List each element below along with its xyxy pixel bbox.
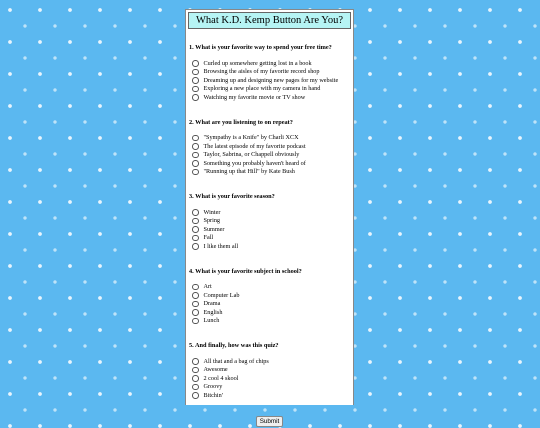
- radio-button[interactable]: [192, 392, 199, 399]
- option-label: Spring: [203, 217, 221, 225]
- radio-button[interactable]: [192, 384, 199, 391]
- radio-button[interactable]: [192, 375, 199, 382]
- option-label: The latest episode of my favorite podcast: [203, 142, 306, 150]
- option-label: Awesome: [203, 366, 228, 374]
- radio-button[interactable]: [192, 243, 199, 250]
- radio-button[interactable]: [192, 94, 199, 101]
- quiz-title: What K.D. Kemp Button Are You?: [188, 12, 351, 29]
- option-label: All that and a bag of chips: [203, 357, 269, 365]
- radio-button[interactable]: [192, 169, 199, 176]
- option[interactable]: [192, 168, 350, 177]
- option-label: Summer: [203, 225, 225, 233]
- question-1: [189, 44, 350, 102]
- option-label: Taylor, Sabrina, or Chappell obviously: [203, 151, 300, 159]
- submit-area: [189, 410, 350, 428]
- option[interactable]: [192, 308, 350, 317]
- option[interactable]: [192, 374, 350, 383]
- option[interactable]: [192, 208, 350, 217]
- radio-button[interactable]: [192, 358, 199, 365]
- option[interactable]: [192, 134, 350, 143]
- option[interactable]: [192, 317, 350, 326]
- option[interactable]: [192, 68, 350, 77]
- option-label: Groovy: [203, 383, 223, 391]
- option[interactable]: [192, 242, 350, 251]
- option[interactable]: [192, 93, 350, 102]
- option[interactable]: [192, 283, 350, 292]
- question-5: [189, 342, 350, 400]
- option-label: Lunch: [203, 317, 220, 325]
- radio-button[interactable]: [192, 209, 199, 216]
- radio-button[interactable]: [192, 160, 199, 167]
- option[interactable]: [192, 217, 350, 226]
- option-label: Something you probably haven't heard of: [203, 159, 306, 167]
- radio-button[interactable]: [192, 301, 199, 308]
- option-label: Bitchin': [203, 391, 223, 399]
- option[interactable]: [192, 234, 350, 243]
- option-label: 2 cool 4 skool: [203, 374, 239, 382]
- radio-button[interactable]: [192, 143, 199, 150]
- question-text: 4. What is your favorite subject in school?: [189, 267, 302, 275]
- option[interactable]: [192, 151, 350, 160]
- option-label: I like them all: [203, 242, 239, 250]
- option-label: Fall: [203, 234, 214, 242]
- option-label: Art: [203, 283, 212, 291]
- option[interactable]: [192, 366, 350, 375]
- option[interactable]: [192, 85, 350, 94]
- option[interactable]: [192, 383, 350, 392]
- question-text: 2. What are you listening to on repeat?: [189, 118, 293, 126]
- radio-button[interactable]: [192, 218, 199, 225]
- option-label: Browsing the aisles of my favorite record shop: [203, 68, 320, 76]
- option[interactable]: [192, 291, 350, 300]
- radio-button[interactable]: [192, 69, 199, 76]
- submit-button[interactable]: Submit: [256, 416, 284, 427]
- option-label: Curled up somewhere getting lost in a book: [203, 59, 312, 67]
- option[interactable]: [192, 357, 350, 366]
- option-label: Watching my favorite movie or TV show: [203, 93, 306, 101]
- quiz-form: [186, 44, 353, 428]
- option-label: Drama: [203, 300, 221, 308]
- question-text: 1. What is your favorite way to spend your free time?: [189, 44, 332, 51]
- radio-button[interactable]: [192, 284, 199, 291]
- radio-button[interactable]: [192, 86, 199, 93]
- option[interactable]: [192, 159, 350, 168]
- option-label: "Sympathy is a Knife" by Charli XCX: [203, 134, 299, 142]
- question-text: 3. What is your favorite season?: [189, 193, 275, 200]
- radio-button[interactable]: [192, 235, 199, 242]
- option-label: "Running up that Hill" by Kate Bush: [203, 168, 295, 176]
- radio-button[interactable]: [192, 318, 199, 325]
- option-label: Dreaming up and designing new pages for my website: [203, 76, 339, 84]
- option-label: Winter: [203, 208, 221, 216]
- option[interactable]: [192, 142, 350, 151]
- option[interactable]: [192, 76, 350, 85]
- option[interactable]: [192, 59, 350, 68]
- radio-button[interactable]: [192, 152, 199, 159]
- radio-button[interactable]: [192, 292, 199, 299]
- option-label: English: [203, 308, 223, 316]
- option[interactable]: [192, 391, 350, 400]
- option-label: Computer Lab: [203, 291, 240, 299]
- question-3: [189, 193, 350, 251]
- radio-button[interactable]: [192, 77, 199, 84]
- radio-button[interactable]: [192, 367, 199, 374]
- radio-button[interactable]: [192, 135, 199, 142]
- question-text: 5. And finally, how was this quiz?: [189, 342, 279, 349]
- radio-button[interactable]: [192, 309, 199, 316]
- radio-button[interactable]: [192, 226, 199, 233]
- option[interactable]: [192, 225, 350, 234]
- option-label: Exploring a new place with my camera in hand: [203, 85, 321, 93]
- question-4: [189, 268, 350, 326]
- radio-button[interactable]: [192, 60, 199, 67]
- option[interactable]: [192, 300, 350, 309]
- quiz-panel: [185, 9, 354, 425]
- question-2: [189, 119, 350, 177]
